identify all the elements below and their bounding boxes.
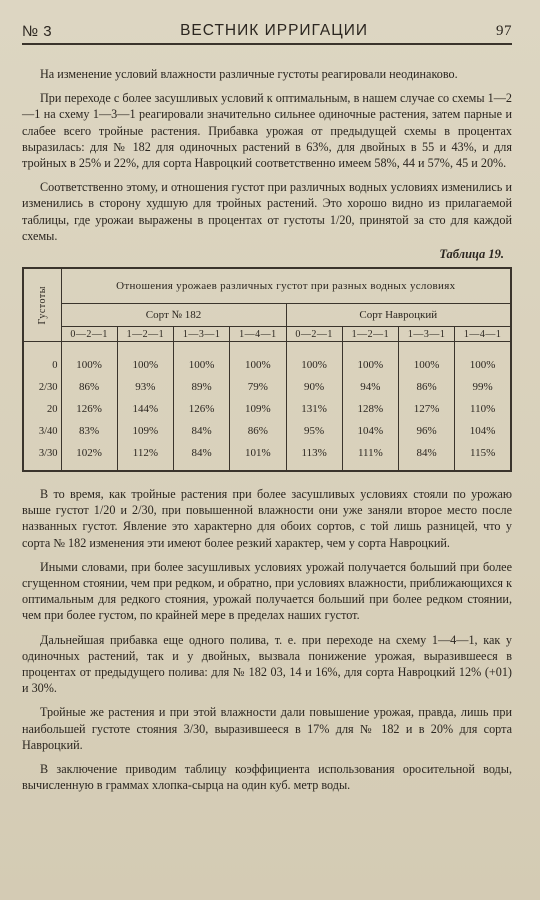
paragraph-8: В заключение приводим таблицу коэффициента использования оросительной воды, вычисленную в граммах хлопка-сырца на один куб. метр воды. [22, 762, 512, 793]
subheader: 1—3—1 [399, 327, 455, 342]
paragraph-3: Соответственно этому, и отношения густот при различных водных условиях изменились и изменились в сторону худшую для тройных растений. Это хорошо видно из прилагаемой таблицы, где урожаи выражены в процентах от густоты 1/20, принятой за сто для каждой схемы. [22, 180, 512, 243]
paragraph-7: Тройные же растения и при этой влажности дали повышение урожая, правда, лишь при наибольшей густоте стояния 3/30, выразившееся в 17% для № 182 и в 20% для сорта Навроцкий. [22, 705, 512, 752]
table-cell: 104% [455, 420, 511, 442]
table-cell: 111% [342, 442, 398, 471]
table-cell: 95% [286, 420, 342, 442]
table-cell: 96% [399, 420, 455, 442]
row-label: 20 [23, 398, 61, 420]
table-cell: 112% [117, 442, 173, 471]
paragraph-1: На изменение условий влажности различные густоты реагировали неодинаково. [40, 67, 458, 81]
table-cell: 131% [286, 398, 342, 420]
table-caption: Таблица 19. [439, 247, 504, 262]
table-cell: 86% [61, 376, 117, 398]
table-row [23, 442, 511, 471]
table-row [23, 342, 511, 377]
table-cell: 110% [455, 398, 511, 420]
group-header-182: Сорт № 182 [61, 304, 286, 327]
table-cell: 100% [174, 342, 230, 377]
table-cell: 90% [286, 376, 342, 398]
table-row [23, 376, 511, 398]
yield-ratio-table [22, 267, 512, 472]
table-cell: 100% [455, 342, 511, 377]
table-cell: 127% [399, 398, 455, 420]
running-head [22, 22, 512, 45]
subheader: 1—3—1 [174, 327, 230, 342]
table-title: Отношения урожаев различных густот при разных водных условиях [61, 268, 511, 304]
subheader: 1—4—1 [230, 327, 286, 342]
subheader: 1—4—1 [455, 327, 511, 342]
table-cell: 126% [174, 398, 230, 420]
group-header-navrotsky: Сорт Навроцкий [286, 304, 511, 327]
table-row [23, 420, 511, 442]
table-cell: 100% [117, 342, 173, 377]
table-cell: 101% [230, 442, 286, 471]
table-cell: 89% [174, 376, 230, 398]
table-cell: 126% [61, 398, 117, 420]
table-cell: 84% [399, 442, 455, 471]
row-label: 3/30 [23, 442, 61, 471]
paragraph-4: В то время, как тройные растения при более засушливых условиях стояли по урожаю выше густот 1/20 и 2/30, при повышенной влажности они уже заняли второе место после названных густот. Явление это характерно для обоих сортов, с той лишь разницей, что у сорта № 182 изменения эти имеют более резкий характер, чем у сорта Навроцкий. [22, 487, 512, 550]
table-cell: 84% [174, 420, 230, 442]
table-cell: 113% [286, 442, 342, 471]
table-cell: 102% [61, 442, 117, 471]
table-cell: 100% [61, 342, 117, 377]
subheader: 0—2—1 [61, 327, 117, 342]
table-cell: 94% [342, 376, 398, 398]
paragraph-5: Иными словами, при более засушливых условиях урожай получается больший при более сгущенном стоянии, чем при редком, и обратно, при условиях влажности, приближающихся к оптимальным для редкого стояния, урожай получается больший при более редком стоянии, чем при более густом, по крайней мере в пределах наших густот. [22, 559, 512, 623]
issue-number: № 3 [22, 23, 53, 40]
table-cell: 84% [174, 442, 230, 471]
subheader: 0—2—1 [286, 327, 342, 342]
table-cell: 100% [399, 342, 455, 377]
table-cell: 99% [455, 376, 511, 398]
table-cell: 115% [455, 442, 511, 471]
row-header-density: Густоты [23, 268, 61, 342]
row-label: 2/30 [23, 376, 61, 398]
table-cell: 128% [342, 398, 398, 420]
table-cell: 100% [342, 342, 398, 377]
table-cell: 79% [230, 376, 286, 398]
row-label: 3/40 [23, 420, 61, 442]
table-row [23, 398, 511, 420]
subheader: 1—2—1 [342, 327, 398, 342]
table-cell: 100% [286, 342, 342, 377]
subheader: 1—2—1 [117, 327, 173, 342]
paragraph-6: Дальнейшая прибавка еще одного полива, т. е. при переходе на схему 1—4—1, как у одиночных растений, так и у двойных, вызвала понижение урожая, выразившееся в процентах от предыдущего полива: для № 182 03, 14 и 16%, для сорта Навроцкий 12% (+01) и 30%. [22, 632, 512, 696]
paragraph-2: При переходе с более засушливых условий к оптимальным, в нашем случае со схемы 1—2—1 на схему 1—3—1 реагировали значительно сильнее одиночные растения, затем парные и слабее всего тройные растения. Прибавка урожая от предыдущей схемы в процентах выразилась: для № 182 для одиночных растений в 63%, для двойных в 55 и 43%, и для тройных в 25% и 22%, для сорта Навроцкий соответственно имеем 58%, 44 и 57%, 45 и 20%. [22, 91, 512, 171]
journal-title: ВЕСТНИК ИРРИГАЦИИ [180, 22, 368, 39]
table-cell: 100% [230, 342, 286, 377]
table-cell: 144% [117, 398, 173, 420]
table-cell: 109% [117, 420, 173, 442]
page-number: 97 [495, 23, 512, 39]
table-cell: 86% [399, 376, 455, 398]
table-cell: 104% [342, 420, 398, 442]
table-cell: 86% [230, 420, 286, 442]
table-cell: 83% [61, 420, 117, 442]
table-cell: 109% [230, 398, 286, 420]
row-label: 0 [23, 342, 61, 377]
table-cell: 93% [117, 376, 173, 398]
